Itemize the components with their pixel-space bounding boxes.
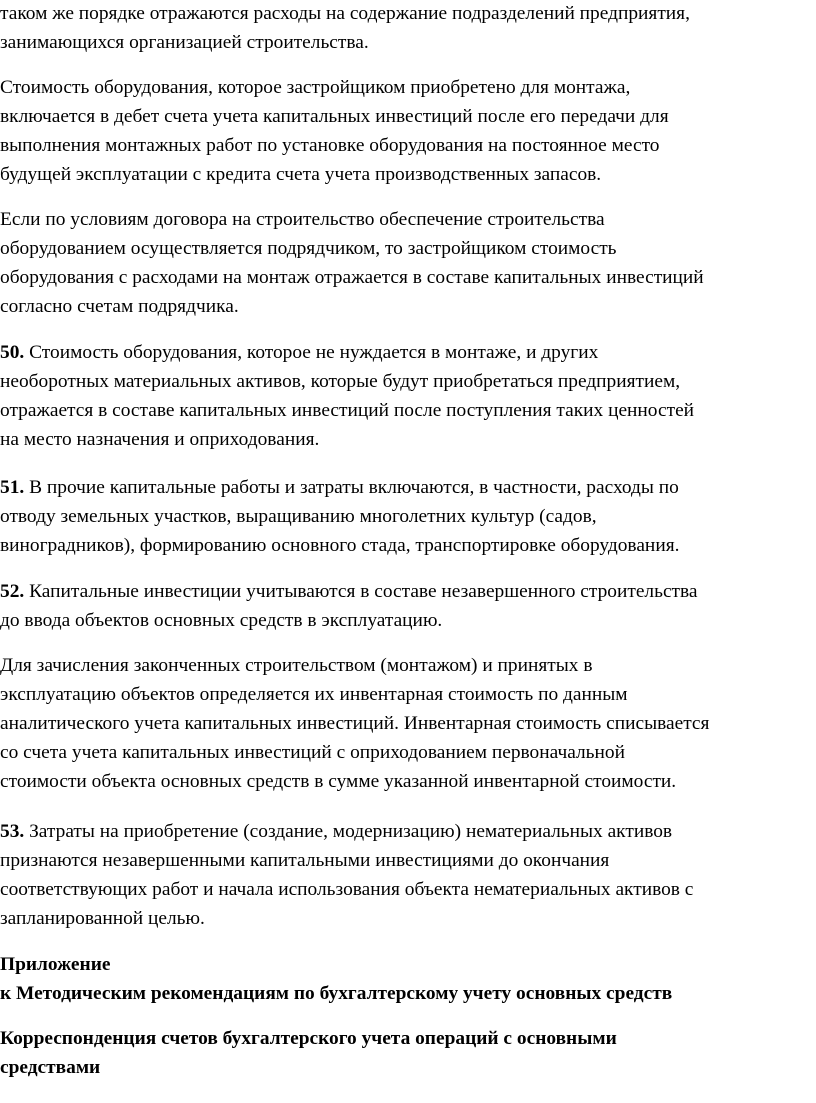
text-line: признаются незавершенными капитальными инвестициями до окончания <box>0 850 610 871</box>
paragraph-7 <box>0 651 709 796</box>
text-line: необоротных материальных активов, которые будут приобретаться предприятием, <box>0 371 681 392</box>
appendix-block <box>0 950 672 1008</box>
paragraph-3 <box>0 205 704 321</box>
item-number: 52. <box>0 581 25 602</box>
text-line: отводу земельных участков, выращиванию многолетних культур (садов, <box>0 506 597 527</box>
text-line <box>0 817 693 846</box>
text-line: Для зачисления законченных строительством (монтажом) и принятых в <box>0 655 593 676</box>
text-line: на место назначения и оприходования. <box>0 429 320 450</box>
text-line <box>0 338 694 367</box>
paragraph-item-52 <box>0 577 698 635</box>
text-line: будущей эксплуатации с кредита счета учета производственных запасов. <box>0 164 602 185</box>
text-line <box>0 473 679 502</box>
text-line: запланированной целью. <box>0 908 205 929</box>
text-line: соответствующих работ и начала использования объекта нематериальных активов с <box>0 879 694 900</box>
text-line: оборудования с расходами на монтаж отражается в составе капитальных инвестиций <box>0 267 704 288</box>
appendix-title: Приложение <box>0 954 111 975</box>
text-line: эксплуатацию объектов определяется их инвентарная стоимость по данным <box>0 684 628 705</box>
text-line: таком же порядке отражаются расходы на содержание подразделений предприятия, <box>0 3 690 24</box>
appendix-subtitle: к Методическим рекомендациям по бухгалтерскому учету основных средств <box>0 983 673 1004</box>
text-line: занимающихся организацией строительства. <box>0 32 369 53</box>
text-line: аналитического учета капитальных инвестиций. Инвентарная стоимость списывается <box>0 713 710 734</box>
text-line: со счета учета капитальных инвестиций с оприходованием первоначальной <box>0 742 625 763</box>
text-line: согласно счетам подрядчика. <box>0 296 239 317</box>
paragraph-item-53 <box>0 817 693 933</box>
heading-line: средствами <box>0 1057 101 1078</box>
text-line: до ввода объектов основных средств в эксплуатацию. <box>0 610 443 631</box>
text-line: оборудованием осуществляется подрядчиком, то застройщиком стоимость <box>0 238 617 259</box>
paragraph-1 <box>0 0 690 57</box>
text-line: включается в дебет счета учета капитальных инвестиций после его передачи для <box>0 106 669 127</box>
heading-line: Корреспонденция счетов бухгалтерского учета операций с основными <box>0 1028 617 1049</box>
text-line: выполнения монтажных работ по установке оборудования на постоянное место <box>0 135 660 156</box>
item-text: Капитальные инвестиции учитываются в составе незавершенного строительства <box>24 581 698 602</box>
item-number: 53. <box>0 821 25 842</box>
item-number: 51. <box>0 477 25 498</box>
paragraph-2 <box>0 73 669 189</box>
text-line: стоимости объекта основных средств в сумме указанной инвентарной стоимости. <box>0 771 677 792</box>
text-line: Стоимость оборудования, которое застройщиком приобретено для монтажа, <box>0 77 631 98</box>
item-number: 50. <box>0 342 25 363</box>
text-line: виноградников), формированию основного стада, транспортировке оборудования. <box>0 535 680 556</box>
paragraph-item-51 <box>0 473 679 560</box>
text-line <box>0 577 698 606</box>
text-line: Если по условиям договора на строительство обеспечение строительства <box>0 209 605 230</box>
item-text: Стоимость оборудования, которое не нуждается в монтаже, и других <box>24 342 599 363</box>
text-line: отражается в составе капитальных инвестиций после поступления таких ценностей <box>0 400 695 421</box>
paragraph-item-50 <box>0 338 694 454</box>
item-text: Затраты на приобретение (создание, модернизацию) нематериальных активов <box>24 821 673 842</box>
item-text: В прочие капитальные работы и затраты включаются, в частности, расходы по <box>24 477 679 498</box>
section-heading <box>0 1024 617 1082</box>
